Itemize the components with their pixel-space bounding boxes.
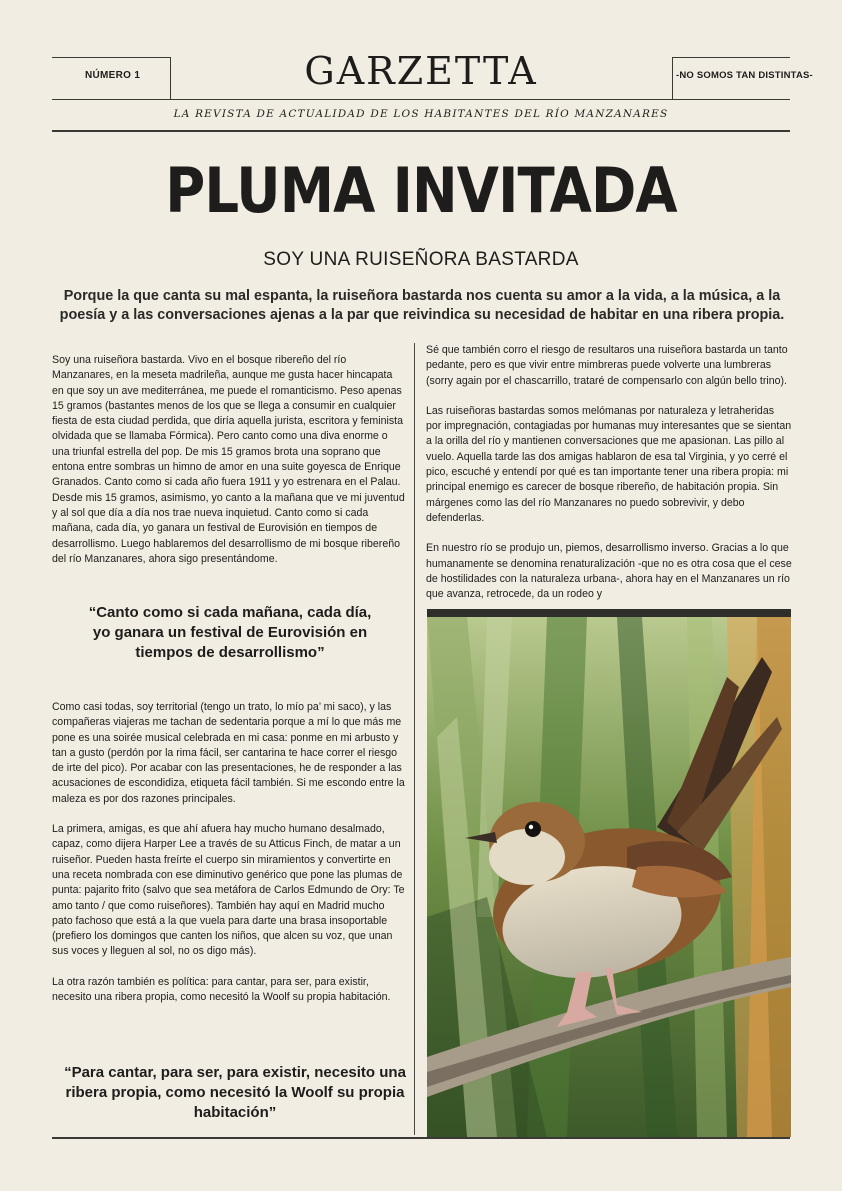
left-column-top: [52, 353, 407, 582]
nightingale-illustration: [427, 617, 791, 1137]
pull-quote-1: “Canto como si cada mañana, cada día, yo ganara un festival de Eurovisión en tiempos de desarrollismo”: [88, 604, 372, 661]
left-paragraph-3: La primera, amigas, es que ahí afuera hay mucho humano desalmado, capaz, como dijera Harper Lee a través de su Atticus Finch, de matar a un ruiseñor. Pueden hasta freírte el cuerpo sin miramientos y convertirte en una receta nombrada con ese diminutivo genérico que pone las plumas de punta: pajarito frito (salvo que sea metáfora de Carlos Edmundo de Ory: Te amo tanto / que como ruiseñores). También hay aquí en Madrid mucho pato fachoso que está a la que vuela para darte una brasa insoportable (prefiero los domingos que canten los niños, que alcen su voz, que unan sus voces y lleguen al sol, no os digo más).: [52, 823, 405, 958]
column-divider: [414, 343, 415, 1135]
magazine-subtitle: LA REVISTA DE ACTUALIDAD DE LOS HABITANTES DEL RÍO MANZANARES: [173, 108, 669, 120]
masthead-top-rule: [52, 57, 170, 58]
right-column: [426, 343, 792, 617]
article-subhead: SOY UNA RUISEÑORA BASTARDA: [263, 249, 579, 270]
image-top-band: [427, 609, 791, 617]
left-paragraph-4: La otra razón también es política: para cantar, para ser, para existir, necesito una ribera propia, como necesitó la Woolf su propia habitación.: [52, 975, 391, 1004]
pull-quote-2: “Para cantar, para ser, para existir, necesito una ribera propia, como necesitó la Woolf su propia habitación”: [64, 1064, 406, 1121]
left-paragraph-2: Como casi todas, soy territorial (tengo un trato, lo mío pa’ mi saco), y las compañeras viajeras me tachan de sedentaria porque a mí lo que más me pone es una soirée musical celebrada en mi casa: ponme en mi arbusto y tan a gusto (perdón por la rima fácil, ser cantarina te hace correr el riesgo de irte del pico). Por acabar con las presentaciones, he de responder a las acusaciones de escondidiza, etiqueta fácil también. Si me escondo entre la maleza es por dos razones principales.: [52, 701, 405, 805]
masthead-subtitle-rule: [52, 130, 790, 132]
right-paragraph-1: Sé que también corro el riesgo de resultaros una ruiseñora bastarda un tanto pedante, pero es que vivir entre mimbreras puede volverte una lumbreras (sorry again por el chascarrillo, trataré de compensarlo con algún bello trino).: [426, 344, 788, 387]
masthead-divider-right: [672, 57, 673, 99]
magazine-motto: -NO SOMOS TAN DISTINTAS-: [676, 70, 813, 81]
page-bottom-rule: [52, 1137, 790, 1139]
masthead-top-rule-right: [672, 57, 790, 58]
right-paragraph-2: Las ruiseñoras bastardas somos melómanas por naturaleza y letraheridas por impregnación, contagiadas por humanas muy interesantes que se sientan a la orilla del río y mantienen conversaciones que me apasionan. Las pillo al vuelo. Aquella tarde las dos amigas hablaron de esa tal Virginia, y yo cerré el pico, escuché y entendí por qué es tan importante tener una ribera propia: mi principal enemigo es carecer de bosque ribereño, de habitación propia. Sin márgenes como las del río Manzanares no puedo sobrevivir, y debo defenderlas.: [426, 404, 792, 524]
right-paragraph-3: En nuestro río se produjo un, piemos, desarrollismo inverso. Gracias a lo que humanamente se denomina renaturalización -que no es otra cosa que el cese de hostilidades con la naturaleza urbana-, ahora hay en el Manzanares un río que avanza, retrocede, da un rodeo y: [426, 542, 792, 601]
article-lede: Porque la que canta su mal espanta, la ruiseñora bastarda nos cuenta su amor a la vida, a la música, a la poesía y a las conversaciones ajenas a la par que reivindica su necesidad de habitar en una ribera propia.: [59, 288, 785, 323]
left-paragraph-1: Soy una ruiseñora bastarda. Vivo en el bosque ribereño del río Manzanares, en la meseta madrileña, aunque me gusta hacer hincapata en que soy un ave mediterránea, me puede el romanticismo. Peso apenas 15 gramos (bastantes menos de los que se llega a consumir en cualquier fiesta de esta ciudad perdida, que diría aquella jurista, escritora y feminista olvidada que se llamaba Fórmica). Pero canto como una diva enorme o una triunfal estrella del pop. De mis 15 gramos brota una soprano que entona entre sombras un himno de amor en una suite goyesca de Enrique Granados. Canto como si cada año fuera 1911 y yo estrenara en el Palau. Desde mis 15 gramos, asimismo, yo canto a la mañana que ve mi juventud y al sol que día a día nos trae nueva inquietud. Canto como si cada mañana, cada día, yo ganara un festival de Eurovisión en tiempos de desarrollismo. Luego hablaremos del desarrollismo de mi bosque ribereño del río Manzanares, ahora sigo presentándome.: [52, 354, 405, 565]
issue-number: NÚMERO 1: [85, 70, 141, 81]
article-headline: PLUMA INVITADA: [165, 154, 677, 227]
left-column-bottom: [52, 700, 407, 1020]
masthead-bottom-rule: [52, 99, 790, 100]
magazine-title: GARZETTA: [304, 49, 538, 93]
bird-painting: [427, 617, 791, 1137]
